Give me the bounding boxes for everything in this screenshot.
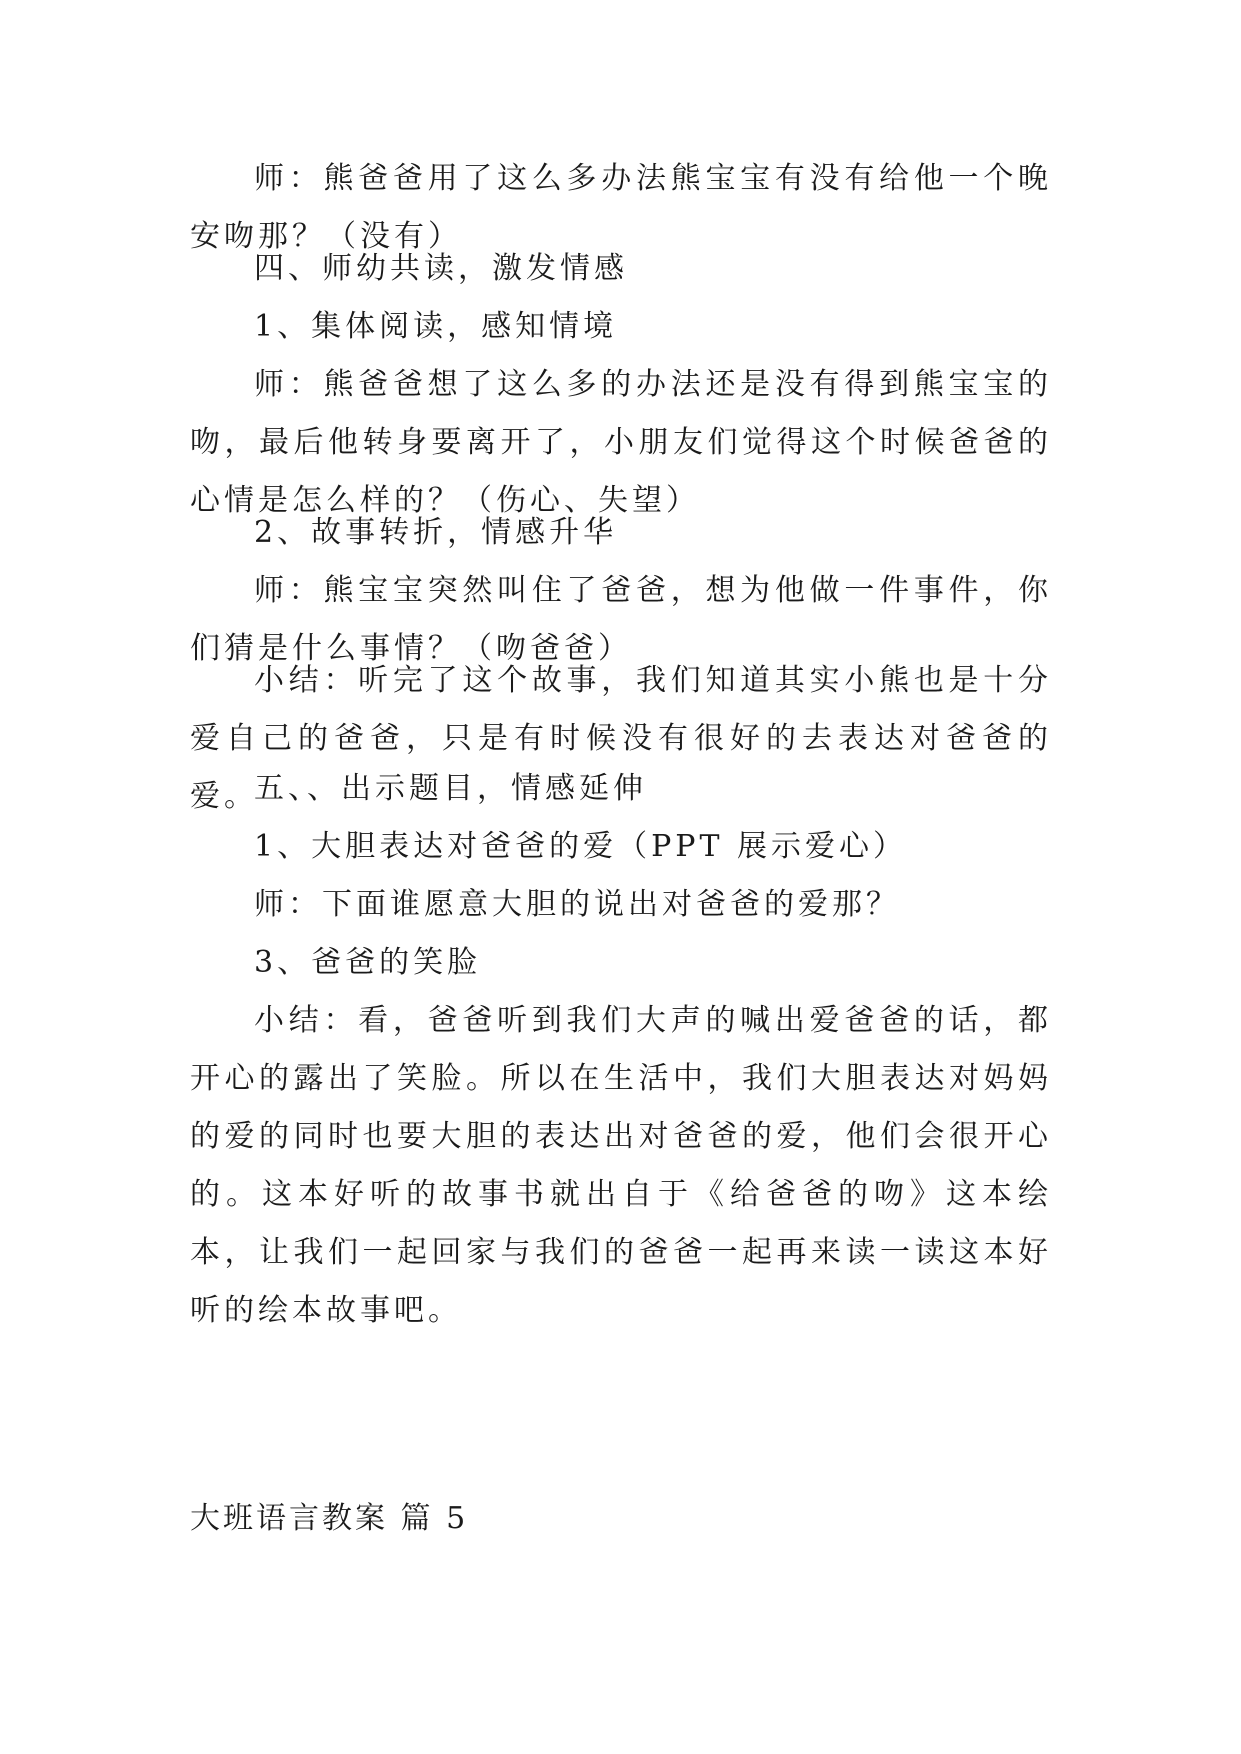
section-heading-5: 五、、出示题目，情感延伸 (254, 771, 647, 806)
paragraph-summary-2: 小结：看，爸爸听到我们大声的喊出爱爸爸的话，都开心的露出了笑脸。所以在生活中，我们大胆表达对妈妈的爱的同时也要大胆的表达出对爸爸的爱，他们会很开心的。这本好听的故事书就出自于《给爸爸的吻》这本绘本，让我们一起回家与我们的爸爸一起再来读一读这本好听的绘本故事吧。 (190, 1003, 1052, 1328)
subheading-dad-smile: 3、爸爸的笑脸 (254, 945, 482, 980)
paragraph-teacher-question-2: 师：熊爸爸想了这么多的办法还是没有得到熊宝宝的吻，最后他转身要离开了，小朋友们觉得这个时候爸爸的心情是怎么样的？（伤心、失望） (190, 367, 1052, 518)
section-heading-4: 四、师幼共读，激发情感 (254, 251, 628, 286)
subheading-story-turn: 2、故事转折，情感升华 (254, 515, 618, 550)
paragraph-teacher-question-4: 师：下面谁愿意大胆的说出对爸爸的爱那？ (254, 887, 900, 922)
paragraph-teacher-question-1: 师：熊爸爸用了这么多办法熊宝宝有没有给他一个晚安吻那？（没有） (190, 161, 1052, 254)
paragraph-teacher-question-3: 师：熊宝宝突然叫住了爸爸，想为他做一件事件，你们猜是什么事情？（吻爸爸） (190, 573, 1052, 666)
paragraph-summary-1: 小结：听完了这个故事，我们知道其实小熊也是十分爱自己的爸爸，只是有时候没有很好的去表达对爸爸的爱。 (190, 663, 1052, 814)
section-title: 大班语言教案 篇 5 (190, 1501, 469, 1536)
subheading-collective-reading: 1、集体阅读，感知情境 (254, 309, 618, 344)
subheading-express-love: 1、大胆表达对爸爸的爱（PPT 展示爱心） (254, 829, 908, 864)
